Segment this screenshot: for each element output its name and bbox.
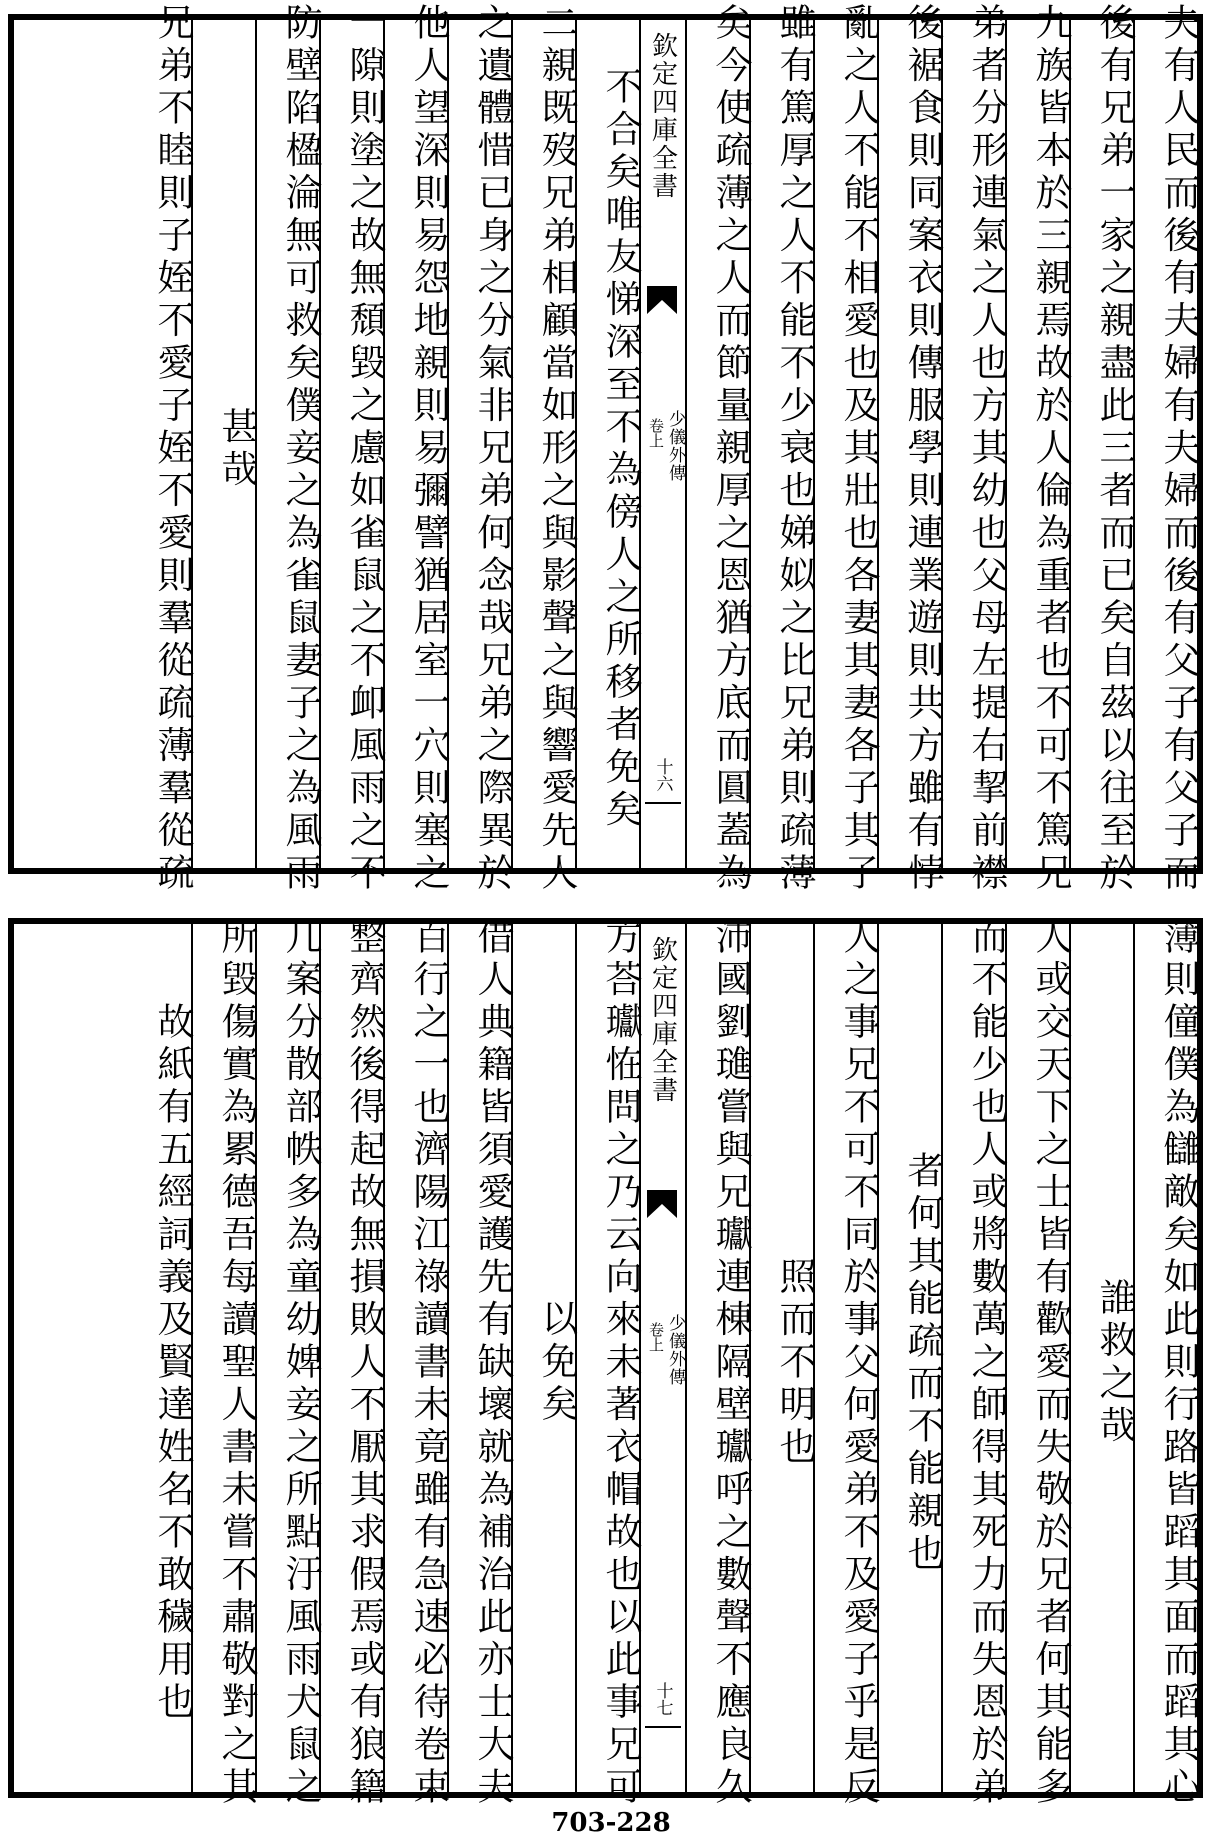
page-id: 703-228	[551, 1808, 671, 1838]
text-column: 整齊然後得起故無損敗人不厭其求假焉或有狼籍	[319, 924, 383, 1792]
text-column: 之遺體惜已身之分氣非兄弟何念哉兄弟之際異於	[447, 20, 511, 868]
center-margin-column	[639, 924, 685, 1792]
collection-title: 欽定四庫全書	[647, 936, 678, 1104]
text-column: 九族皆本於三親焉故於人倫為重者也不可不篤兄	[1005, 20, 1069, 868]
text-column: 而不能少也人或將數萬之師得其死力而失恩於弟	[941, 924, 1005, 1792]
text-column: 弟者分形連氣之人也方其幼也父母左提右挈前襟	[941, 20, 1005, 868]
text-column: 矣今使疏薄之人而節量親厚之恩猶方底而圓蓋為	[685, 20, 749, 868]
volume-label: 卷上	[647, 1322, 665, 1352]
top-page	[8, 2, 1203, 896]
text-column: 兄弟不睦則子姪不愛子姪不愛則羣從疏薄羣從疏	[151, 2, 194, 896]
book-title: 少儀外傳	[665, 1314, 685, 1386]
text-column: 人或交天下之士皆有歡愛而失敬於兄者何其能多	[1005, 924, 1069, 1792]
text-column: 後有兄弟一家之親盡此三者而已矣自茲以往至於	[1069, 20, 1133, 868]
bottom-page	[8, 916, 1203, 1810]
text-column: 夫有人民而後有夫婦有夫婦而後有父子有父子而	[1133, 20, 1197, 868]
text-column: 亂之人不能不相愛也及其壯也各妻其妻各子其子	[813, 20, 877, 868]
collection-title: 欽定四庫全書	[647, 32, 678, 200]
text-column: 故紙有五經詞義及賢達姓名不敢穢用也	[151, 1001, 194, 1725]
text-column: 沛國劉璡嘗與兄瓛連棟隔壁瓛呼之數聲不應良久	[685, 924, 749, 1792]
fish-tail-mark-icon	[647, 286, 677, 314]
fish-tail-mark-icon	[647, 1190, 677, 1218]
center-margin-column	[639, 20, 685, 868]
text-column: 照而不明也	[749, 924, 813, 1792]
text-column: 者何其能疏而不能親也	[877, 924, 941, 1792]
text-column: 方荅瓛恠問之乃云向來未著衣帽故也以此事兄可	[575, 924, 639, 1792]
volume-label: 卷上	[647, 418, 665, 448]
text-column: 雖有篤厚之人不能不少衰也娣姒之比兄弟則疏薄	[749, 20, 813, 868]
text-column: 二親既歿兄弟相顧當如形之與影聲之與響愛先人	[511, 20, 575, 868]
text-column: 所毀傷實為累德吾每讀聖人書未嘗不肅敬對之其	[191, 924, 255, 1792]
folio-number: 十六	[652, 758, 673, 792]
folio-rule	[645, 1726, 681, 1728]
bottom-page-columns	[14, 916, 1200, 1810]
text-column: 防壁陷楹淪無可救矣僕妾之為雀鼠妻子之為風雨	[255, 20, 319, 868]
folio-rule	[645, 802, 681, 804]
text-column: 人之事兄不可不同於事父何愛弟不及愛子乎是反	[813, 924, 877, 1792]
text-column: 薄則僮僕為讎敵矣如此則行路皆蹈其面而蹈其心	[1133, 924, 1197, 1792]
text-column: 以免矣	[511, 924, 575, 1792]
text-column: 借人典籍皆須愛護先有缺壞就為補治此亦士大夫	[447, 924, 511, 1792]
text-column: 百行之一也濟陽江祿讀書未竟雖有急速必待卷束	[383, 924, 447, 1792]
top-page-columns	[14, 2, 1200, 896]
text-column: 後裾食則同案衣則傳服學則連業遊則共方雖有悖	[877, 20, 941, 868]
text-column: 甚哉	[191, 20, 255, 868]
text-column: 他人望深則易怨地親則易彌譬猶居室一穴則塞之	[383, 20, 447, 868]
text-column: 不合矣唯友悌深至不為傍人之所移者免矣	[575, 20, 639, 868]
text-column: 誰救之哉	[1069, 924, 1133, 1792]
folio-number: 十七	[652, 1682, 673, 1716]
book-title: 少儀外傳	[665, 410, 685, 482]
text-column: 几案分散部帙多為童幼婢妾之所點汙風雨犬鼠之	[255, 924, 319, 1792]
text-column: 一隙則塗之故無頹毀之慮如雀鼠之不卹風雨之不	[319, 20, 383, 868]
